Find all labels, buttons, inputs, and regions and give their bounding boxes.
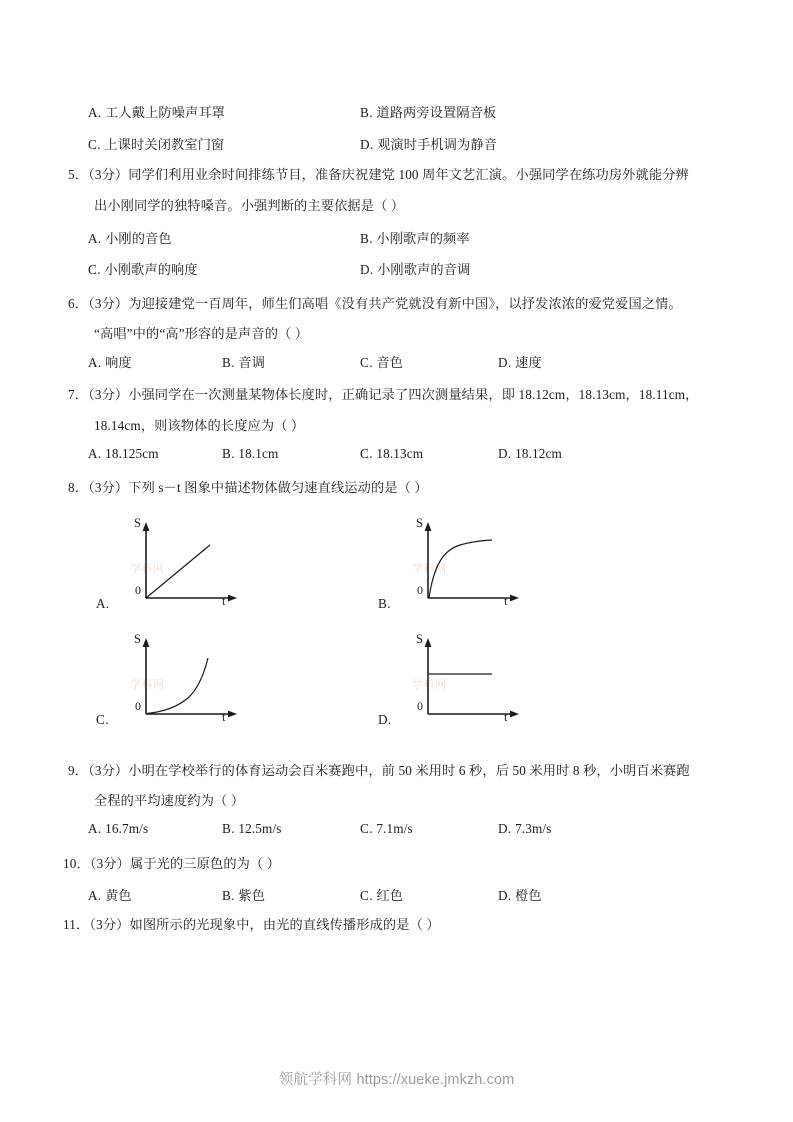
option-row xyxy=(88,134,748,154)
footer-watermark xyxy=(0,1068,793,1089)
option-a xyxy=(88,352,132,371)
question-6-text: 为迎接建党一百周年，师生们高唱《没有共产党就没有新中国》，以抒发浓浓的爱党爱国之情。 xyxy=(128,296,682,311)
y-axis-label: S xyxy=(134,516,141,530)
option-d xyxy=(360,259,470,278)
question-6-score: （3分） xyxy=(88,296,129,311)
option-d xyxy=(498,446,562,462)
option-a xyxy=(88,228,172,247)
option-c xyxy=(360,446,423,462)
question-9-stem-line1 xyxy=(68,761,690,781)
option-c xyxy=(360,352,403,371)
option-d-label: D. xyxy=(498,888,512,903)
option-a-text: 小刚的音色 xyxy=(105,231,172,246)
option-a xyxy=(88,102,225,121)
option-c-text: 小刚歌声的响度 xyxy=(104,262,198,277)
option-b xyxy=(360,228,470,247)
question-11-score: （3分） xyxy=(89,917,130,932)
question-10-stem-line1 xyxy=(63,854,280,874)
figure-watermark: 学科网 xyxy=(130,563,165,575)
option-b-label: B. xyxy=(360,105,373,120)
option-c-label: C. xyxy=(360,888,373,903)
option-b-label: B. xyxy=(222,888,235,903)
question-10-number: 10． xyxy=(63,856,90,871)
option-b-text: 道路两旁设置隔音板 xyxy=(376,105,497,120)
footer-url: https://xueke.jmkzh.com xyxy=(356,1072,515,1088)
option-a-label: A. xyxy=(88,355,102,370)
x-axis-label: t xyxy=(222,710,226,724)
question-6-number: 6． xyxy=(68,296,89,311)
figure-watermark: 学科网 xyxy=(412,563,447,575)
x-axis-label: t xyxy=(504,594,508,608)
figure-option-a xyxy=(96,516,250,612)
option-a-text: 18.125cm xyxy=(105,446,159,461)
option-c-text: 音色 xyxy=(376,355,404,370)
option-c-text: 7.1m/s xyxy=(376,821,413,836)
st-graph-d xyxy=(400,636,532,728)
origin-label: 0 xyxy=(135,583,141,597)
question-5-score: （3分） xyxy=(88,167,129,182)
option-d-text: 橙色 xyxy=(515,888,542,903)
option-row xyxy=(88,885,748,905)
question-7-stem-line1 xyxy=(68,385,699,405)
figure-d-label: D. xyxy=(378,712,392,727)
option-c-label: C. xyxy=(360,821,373,836)
option-d-label: D. xyxy=(360,137,374,152)
option-d-label: D. xyxy=(360,262,374,277)
option-b xyxy=(222,446,278,462)
question-5-text: 同学们利用业余时间排练节目，准备庆祝建党 100 周年文艺汇演。小强同学在练功房外就能分辨 xyxy=(128,167,689,182)
option-b-label: B. xyxy=(222,355,235,370)
option-d-label: D. xyxy=(498,821,512,836)
option-c-label: C. xyxy=(360,446,373,461)
option-a-label: A. xyxy=(88,105,102,120)
option-c-text: 上课时关闭教室门窗 xyxy=(104,137,225,152)
y-axis-label: S xyxy=(416,516,423,530)
question-8-number: 8． xyxy=(68,480,89,495)
option-d xyxy=(498,885,542,904)
question-9-stem-line2: 全程的平均速度约为（ ） xyxy=(94,793,245,808)
option-a-label: A. xyxy=(88,446,102,461)
option-a xyxy=(88,821,148,837)
option-b-text: 小刚歌声的频率 xyxy=(376,231,470,246)
option-b-text: 18.1cm xyxy=(238,446,279,461)
option-row xyxy=(88,352,748,372)
option-b-label: B. xyxy=(222,446,235,461)
option-b-label: B. xyxy=(222,821,235,836)
option-b xyxy=(360,102,496,121)
figure-watermark: 学科网 xyxy=(412,679,447,691)
x-axis-label: t xyxy=(504,710,508,724)
question-10-score: （3分） xyxy=(89,856,130,871)
option-a-text: 工人戴上防噪声耳罩 xyxy=(105,105,226,120)
figure-c-label: C. xyxy=(96,712,109,727)
figure-a-label: A. xyxy=(96,596,110,611)
question-11-number: 11． xyxy=(63,917,90,932)
origin-label: 0 xyxy=(417,583,423,597)
option-c xyxy=(88,134,224,153)
figure-b-label: B. xyxy=(378,596,391,611)
option-c-text: 红色 xyxy=(376,888,404,903)
st-graph-c xyxy=(118,636,250,728)
option-b xyxy=(222,352,265,371)
option-b-label: B. xyxy=(360,231,373,246)
option-c-label: C. xyxy=(360,355,373,370)
option-c-label: C. xyxy=(88,137,101,152)
question-10-text: 属于光的三原色的为（ ） xyxy=(129,856,281,871)
y-axis-label: S xyxy=(416,632,423,646)
option-a-text: 16.7m/s xyxy=(105,821,149,836)
option-c-label: C. xyxy=(88,262,101,277)
option-a-label: A. xyxy=(88,231,102,246)
origin-label: 0 xyxy=(135,699,141,713)
question-7-stem-line2: 18.14cm，则该物体的长度应为（ ） xyxy=(94,418,305,433)
question-8-text: 下列 s－t 图象中描述物体做匀速直线运动的是（ ） xyxy=(128,480,428,495)
question-5-stem-line2: 出小刚同学的独特嗓音。小强判断的主要依据是（ ） xyxy=(94,198,405,213)
y-axis-label: S xyxy=(134,632,141,646)
option-row xyxy=(88,821,748,841)
option-a xyxy=(88,885,132,904)
option-d-text: 7.3m/s xyxy=(515,821,552,836)
figure-option-d xyxy=(378,632,532,728)
question-7-number: 7． xyxy=(68,387,89,402)
question-5-stem-line1 xyxy=(68,165,689,185)
question-9-text: 小明在学校举行的体育运动会百米赛跑中，前 50 米用时 6 秒，后 50 米用时 8 秒，小明百米赛跑 xyxy=(128,763,690,778)
option-c-text: 18.13cm xyxy=(376,446,424,461)
question-9-number: 9． xyxy=(68,763,89,778)
option-a xyxy=(88,446,159,462)
option-row xyxy=(88,228,748,248)
question-8-score: （3分） xyxy=(88,480,129,495)
option-d-label: D. xyxy=(498,446,512,461)
option-b-text: 音调 xyxy=(238,355,266,370)
figure-watermark: 学科网 xyxy=(130,679,165,691)
option-d-label: D. xyxy=(498,355,512,370)
option-row xyxy=(88,102,748,122)
option-c xyxy=(360,885,403,904)
option-d xyxy=(498,821,552,837)
option-d-text: 速度 xyxy=(515,355,542,370)
origin-label: 0 xyxy=(417,699,423,713)
option-d-text: 小刚歌声的音调 xyxy=(377,262,471,277)
question-11-stem-line1 xyxy=(63,915,440,935)
question-11-text: 如图所示的光现象中，由光的直线传播形成的是（ ） xyxy=(129,917,440,932)
question-5-number: 5． xyxy=(68,167,89,182)
option-c xyxy=(88,259,198,278)
option-a-label: A. xyxy=(88,888,102,903)
st-graph-a xyxy=(118,520,250,612)
option-d-text: 18.12cm xyxy=(515,446,562,461)
question-7-text: 小强同学在一次测量某物体长度时，正确记录了四次测量结果，即 18.12cm，18.13cm，18.11cm， xyxy=(128,387,699,402)
option-row xyxy=(88,259,748,279)
option-b xyxy=(222,821,282,837)
question-8-stem-line1 xyxy=(68,478,428,498)
question-6-stem-line1 xyxy=(68,294,682,314)
question-6-stem-line2: “高唱”中的“高”形容的是声音的（ ） xyxy=(94,326,309,341)
option-c xyxy=(360,821,413,837)
figure-option-c xyxy=(96,632,250,728)
option-d xyxy=(360,134,497,153)
option-row xyxy=(88,446,748,466)
figure-option-b xyxy=(378,516,532,612)
option-a-text: 响度 xyxy=(105,355,132,370)
option-a-text: 黄色 xyxy=(105,888,132,903)
footer-site-name: 领航学科网 xyxy=(278,1072,353,1088)
question-7-score: （3分） xyxy=(88,387,129,402)
option-b xyxy=(222,885,265,904)
option-a-label: A. xyxy=(88,821,102,836)
st-graph-b xyxy=(400,520,532,612)
question-9-score: （3分） xyxy=(88,763,129,778)
option-b-text: 12.5m/s xyxy=(238,821,282,836)
option-d xyxy=(498,352,542,371)
option-d-text: 观演时手机调为静音 xyxy=(377,137,498,152)
option-b-text: 紫色 xyxy=(238,888,266,903)
x-axis-label: t xyxy=(222,594,226,608)
